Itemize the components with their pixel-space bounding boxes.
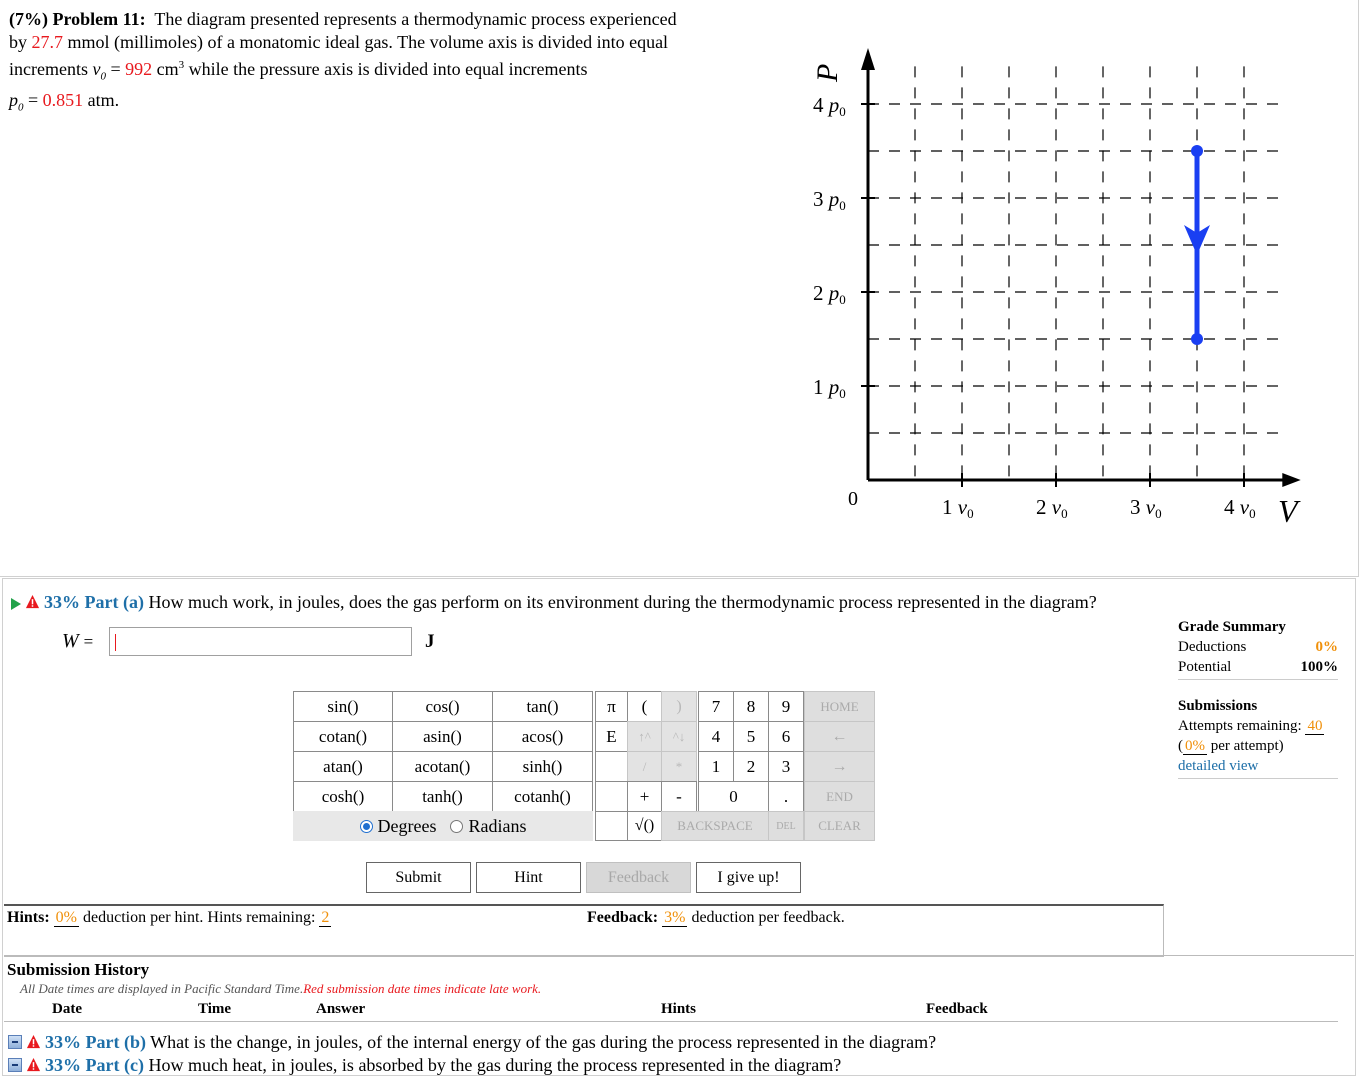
grade-summary: [1178, 617, 1338, 779]
submit-button[interactable]: Submit: [366, 862, 471, 893]
up-button[interactable]: ↑^: [627, 721, 662, 752]
y-tick-labels: [813, 93, 846, 401]
sqrt-button[interactable]: √(): [627, 811, 662, 841]
attempts-row: [1178, 716, 1338, 736]
history-note-text: All Date times are displayed in Pacific Standard Time.: [20, 981, 304, 996]
digit-0[interactable]: 0: [698, 781, 769, 812]
feedback-label: Feedback:: [587, 909, 659, 926]
blank-key-3: [595, 811, 628, 841]
blank-key-2: [595, 781, 628, 812]
x-tick-label: 1 v0: [942, 495, 974, 521]
digit-3[interactable]: 3: [768, 751, 804, 782]
down-button[interactable]: ^↓: [661, 721, 697, 752]
divide-button[interactable]: /: [627, 751, 662, 782]
left-paren-button[interactable]: (: [627, 691, 662, 722]
give-up-button[interactable]: I give up!: [696, 862, 801, 893]
acotan-button[interactable]: acotan(): [392, 751, 493, 782]
cotan-button[interactable]: cotan(): [293, 721, 393, 752]
problem-text-3a: increments: [9, 59, 88, 79]
hints-remaining: 2: [321, 909, 330, 926]
part-a-name: Part (a): [84, 592, 144, 612]
problem-text-1: The diagram presented represents a thermodynamic process experienced: [154, 9, 677, 29]
y-axis-arrow: [861, 48, 875, 70]
y-tick-label: 4 p0: [813, 93, 846, 119]
origin-label: 0: [848, 488, 858, 510]
left-arrow-button[interactable]: ←: [804, 721, 875, 752]
answer-var: W: [62, 630, 79, 652]
col-answer: Answer: [316, 1001, 366, 1017]
digit-9[interactable]: 9: [768, 691, 804, 722]
deductions-value: 0%: [1315, 639, 1338, 655]
y-tick-label: 3 p0: [813, 187, 846, 213]
warning-icon: [26, 1034, 41, 1049]
potential-row: [1178, 657, 1338, 680]
answer-eq: =: [83, 632, 94, 651]
degrees-label: Degrees: [377, 815, 437, 836]
history-title: Submission History: [7, 960, 150, 979]
x-tick-label: 4 v0: [1224, 495, 1256, 521]
hint-button[interactable]: Hint: [476, 862, 581, 893]
part-a-question: How much work, in joules, does the gas perform on its environment during the thermodynamic process represented in the diagram?: [148, 592, 1097, 612]
deductions-label: Deductions: [1178, 639, 1247, 655]
y-tick-label: 1 p0: [813, 375, 846, 401]
part-b-percent: 33%: [45, 1032, 81, 1052]
digit-7[interactable]: 7: [698, 691, 734, 722]
hints-text: deduction per hint. Hints remaining:: [83, 909, 316, 926]
tan-button[interactable]: tan(): [492, 691, 593, 722]
attempts-value: 40: [1307, 718, 1323, 734]
diagram-grid: [868, 66, 1282, 480]
end-button[interactable]: END: [804, 781, 875, 812]
answer-input[interactable]: [109, 627, 412, 656]
equals-sign: =: [110, 59, 121, 79]
volume-value: 992: [125, 59, 153, 79]
del-button[interactable]: DEL: [768, 811, 804, 841]
sinh-button[interactable]: sinh(): [492, 751, 593, 782]
volume-unit: $cm^3$: [156, 59, 185, 79]
plus-button[interactable]: +: [627, 781, 662, 812]
process-end-point: [1191, 333, 1203, 345]
problem-text-3b: while the pressure axis is divided into equal increments: [188, 59, 588, 79]
pi-button[interactable]: π: [595, 691, 628, 722]
y-tick-label: 2 p0: [813, 281, 846, 307]
col-feedback: Feedback: [926, 1001, 988, 1017]
part-b-question: What is the change, in joules, of the internal energy of the gas during the process represented in the diagram?: [150, 1032, 937, 1052]
answer-unit: J: [425, 631, 435, 652]
sin-button[interactable]: sin(): [293, 691, 393, 722]
cotanh-button[interactable]: cotanh(): [492, 781, 593, 812]
acos-button[interactable]: acos(): [492, 721, 593, 752]
warning-icon: [26, 1057, 41, 1072]
x-tick-label: 3 v0: [1130, 495, 1162, 521]
diagram-axes: [861, 48, 1301, 487]
part-c-header[interactable]: [8, 1054, 841, 1076]
potential-label: Potential: [1178, 659, 1232, 675]
backspace-button[interactable]: BACKSPACE: [661, 811, 769, 841]
col-time: Time: [198, 1001, 232, 1017]
problem-number: (7%) Problem 11:: [9, 9, 146, 29]
x-axis-label: V: [1278, 493, 1298, 529]
equals-sign-2: =: [28, 89, 39, 110]
angle-mode: [293, 811, 593, 841]
y-axis-label: P: [811, 63, 844, 82]
problem-statement: [9, 8, 799, 119]
part-c-name: Part (c): [85, 1055, 144, 1075]
v0-symbol: $v_0$: [92, 59, 106, 83]
blank-key-1: [595, 751, 628, 782]
feedback-info: [587, 909, 845, 927]
feedback-deduction: 3%: [664, 909, 686, 926]
hints-info: [7, 909, 331, 927]
part-a-percent: 33%: [44, 592, 80, 612]
attempts-label: Attempts remaining:: [1178, 718, 1302, 734]
process-start-point: [1191, 145, 1203, 157]
answer-label: [62, 630, 93, 653]
digit-4[interactable]: 4: [698, 721, 734, 752]
part-b-header[interactable]: [8, 1031, 936, 1053]
atan-button[interactable]: atan(): [293, 751, 393, 782]
digit-6[interactable]: 6: [768, 721, 804, 752]
grade-summary-title: Grade Summary: [1178, 619, 1286, 635]
moles-value: 27.7: [31, 32, 63, 52]
right-arrow-button[interactable]: →: [804, 751, 875, 782]
pressure-unit: atm.: [87, 89, 120, 110]
minus-button[interactable]: -: [661, 781, 697, 812]
per-attempt-text: per attempt): [1210, 738, 1284, 754]
part-c-question: How much heat, in joules, is absorbed by the gas during the process represented in the diagram?: [148, 1055, 842, 1075]
multiply-button[interactable]: *: [661, 751, 697, 782]
problem-text-2b: mmol (millimoles) of a monatomic ideal gas. The volume axis is divided into equal: [67, 32, 669, 52]
degrees-radio[interactable]: [360, 820, 373, 833]
collapse-icon[interactable]: [8, 1058, 22, 1072]
p0-symbol: $p_0$: [9, 89, 24, 114]
home-button[interactable]: HOME: [804, 691, 875, 722]
e-button[interactable]: E: [595, 721, 628, 752]
digit-8[interactable]: 8: [733, 691, 769, 722]
deductions-row: [1178, 637, 1338, 657]
radians-label: Radians: [468, 815, 527, 836]
radians-radio[interactable]: [450, 820, 463, 833]
part-c-percent: 33%: [45, 1055, 81, 1075]
feedback-button[interactable]: Feedback: [586, 862, 691, 893]
hints-label: Hints:: [7, 909, 50, 926]
part-b-name: Part (b): [85, 1032, 146, 1052]
right-paren-button[interactable]: ): [661, 691, 697, 722]
submissions-title: Submissions: [1178, 698, 1258, 714]
warning-icon: [25, 594, 40, 609]
potential-value: 100%: [1300, 659, 1338, 675]
problem-text-2a: by: [9, 32, 27, 52]
x-tick-labels: [942, 495, 1256, 521]
pressure-value: 0.851: [42, 89, 84, 110]
detailed-view-link[interactable]: detailed view: [1178, 756, 1338, 779]
decimal-button[interactable]: .: [768, 781, 804, 812]
x-axis-arrow: [1282, 473, 1300, 487]
tanh-button[interactable]: tanh(): [392, 781, 493, 812]
feedback-text: deduction per feedback.: [691, 909, 845, 926]
digit-5[interactable]: 5: [733, 721, 769, 752]
asin-button[interactable]: asin(): [392, 721, 493, 752]
digit-1[interactable]: 1: [698, 751, 734, 782]
digit-2[interactable]: 2: [733, 751, 769, 782]
per-attempt-row: [1178, 736, 1338, 756]
x-tick-label: 2 v0: [1036, 495, 1068, 521]
pv-diagram: [800, 40, 1320, 530]
play-icon[interactable]: [11, 598, 21, 610]
history-divider: [4, 1021, 1338, 1022]
clear-button[interactable]: CLEAR: [804, 811, 875, 841]
cosh-button[interactable]: cosh(): [293, 781, 393, 812]
per-attempt-pct: 0%: [1185, 738, 1205, 754]
cos-button[interactable]: cos(): [392, 691, 493, 722]
col-hints: Hints: [661, 1001, 697, 1017]
hint-deduction: 0%: [55, 909, 77, 926]
open-paren: (: [1178, 738, 1183, 754]
col-date: Date: [52, 1001, 82, 1017]
collapse-icon[interactable]: [8, 1035, 22, 1049]
text-caret: [115, 634, 116, 651]
part-a-header: [11, 591, 1097, 613]
calculator-keypad: [293, 691, 875, 841]
history-note: [20, 981, 541, 997]
history-note-red: Red submission date times indicate late work.: [303, 981, 542, 996]
